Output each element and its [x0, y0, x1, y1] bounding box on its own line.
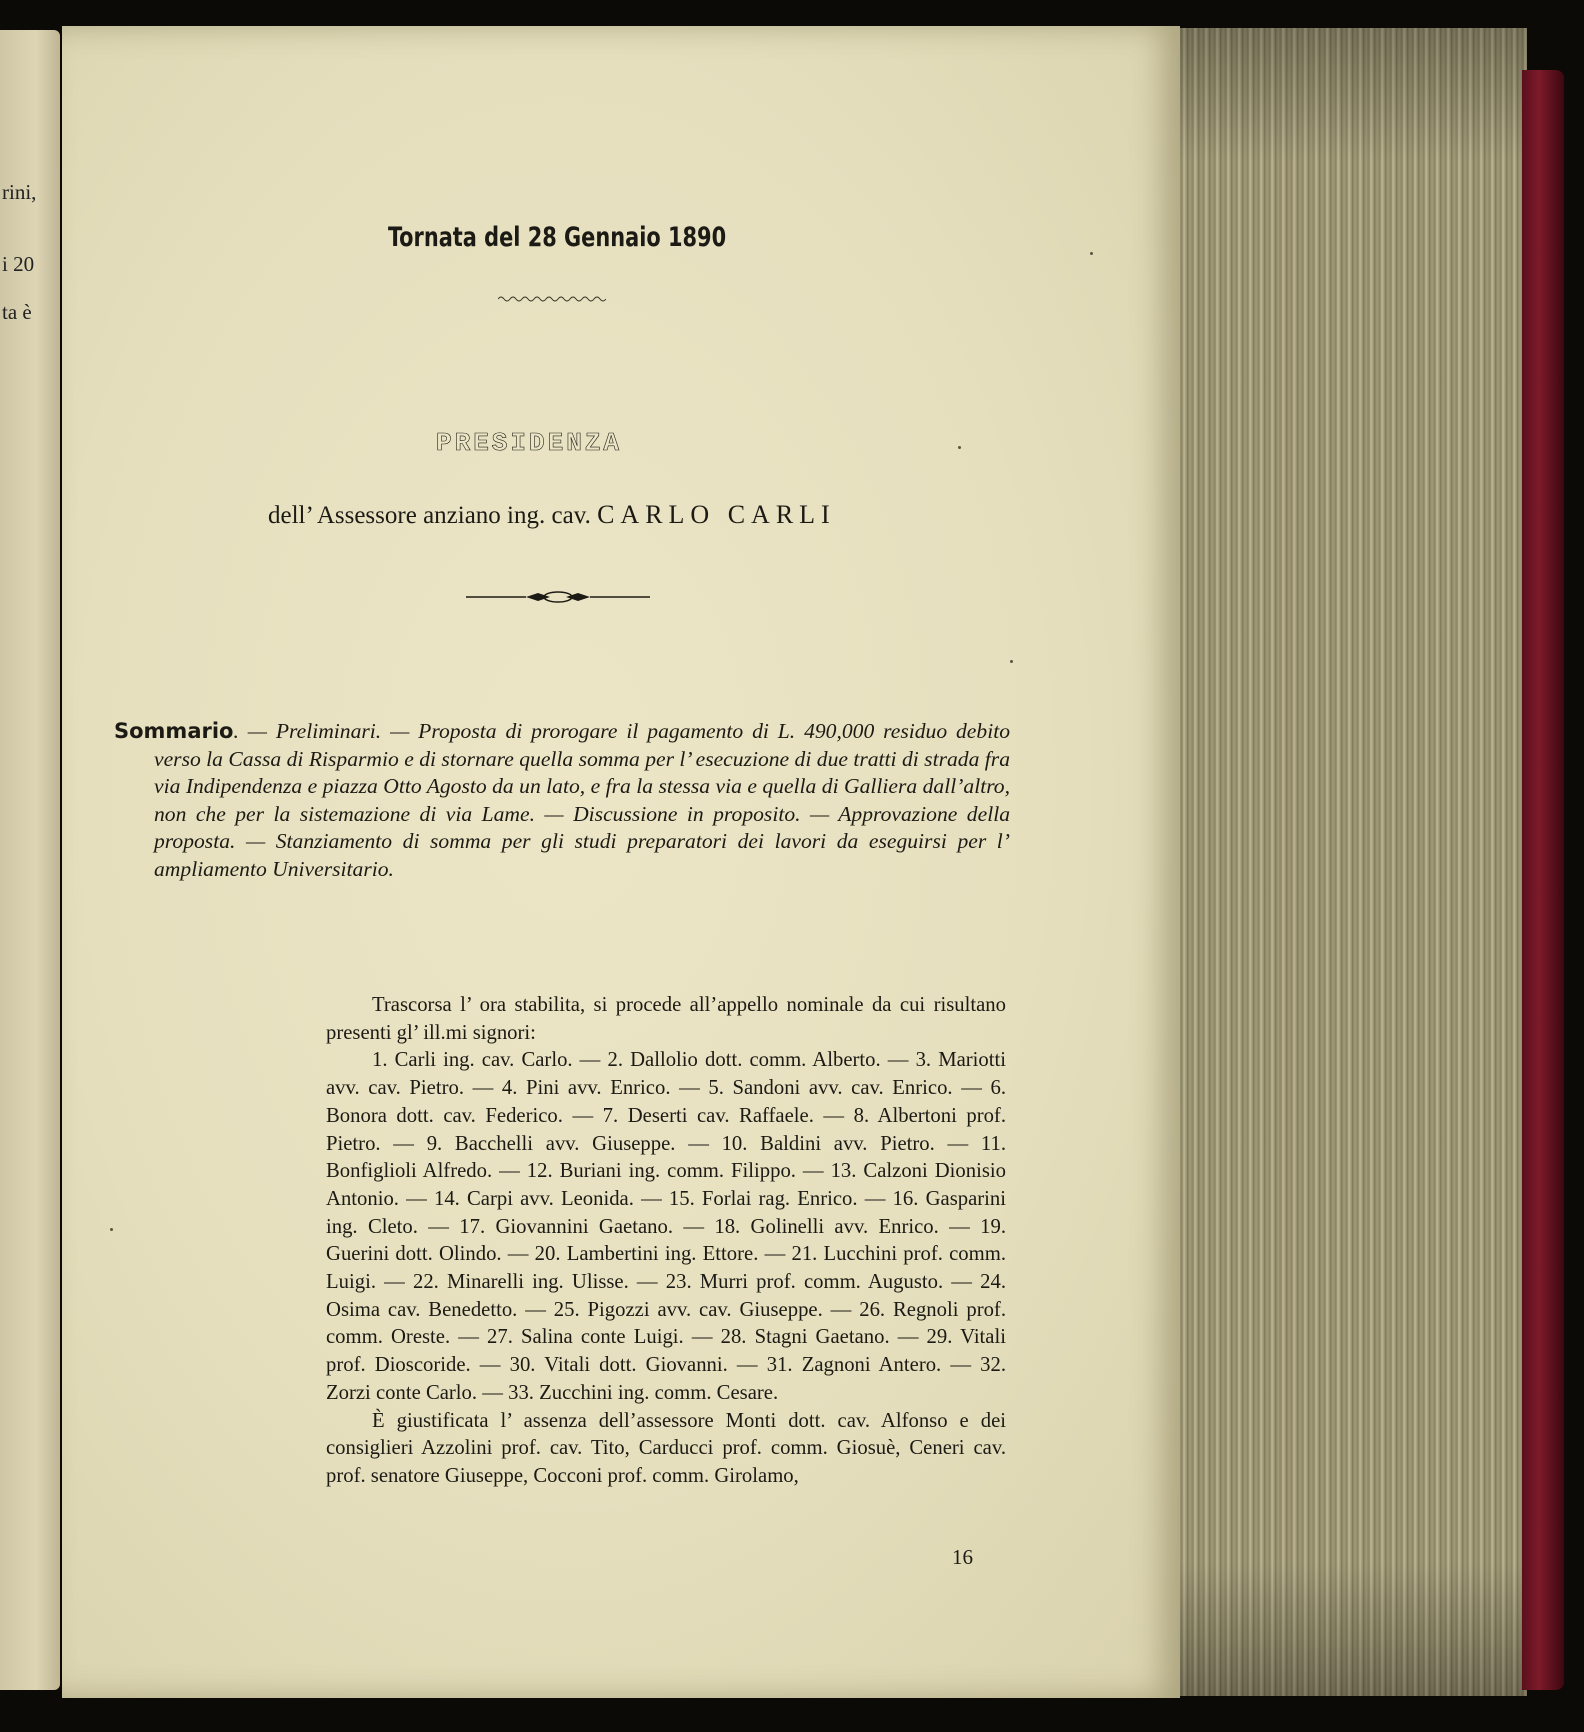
- assessore-line: [268, 500, 836, 530]
- main-text: [326, 992, 1006, 1491]
- speck: [1090, 252, 1093, 255]
- presidenza-heading: PRESIDENZA: [436, 428, 623, 458]
- speck: [958, 446, 961, 449]
- speck: [1010, 660, 1013, 663]
- previous-page-edge: [0, 30, 60, 1690]
- ornament-divider: [466, 588, 650, 606]
- paragraph: Trascorsa l’ ora stabilita, si procede all’appello nominale da cui risultano presenti gl’ ill.mi signori:: [326, 994, 1006, 1044]
- fragment-text: ta è: [2, 300, 32, 324]
- fragment-text: rini,: [2, 180, 37, 204]
- wave-divider: [498, 294, 606, 304]
- page-title: Tornata del 28 Gennaio 1890: [388, 222, 727, 253]
- summary-text: . — Preliminari. — Proposta di prorogare il pagamento di L. 490,000 residuo debito verso la Cassa di Risparmio e di stornare quella somma per l’ esecuzione di due tratti di strada fra via Indipendenza e piazza Otto Agosto da un lato, e fra la stessa via e quella di Galliera dall’altro, non che per la sistemazione di via Lame. — Discussione in proposito. — Approvazione della proposta. — Stanziamento di somma per gli studi preparatori dei lavori da eseguirsi per l’ ampliamento Universitario.: [154, 719, 1010, 881]
- attendance-list: 1. Carli ing. cav. Carlo. — 2. Dallolio dott. comm. Alberto. — 3. Mariotti avv. cav. Pietro. — 4. Pini avv. Enrico. — 5. Sandoni avv. cav. Enrico. — 6. Bonora dott. cav. Federico. — 7. Deserti cav. Raffaele. — 8. Albertoni prof. Pietro. — 9. Bacchelli avv. Giuseppe. — 10. Baldini avv. Pietro. — 11. Bonfiglioli Alfredo. — 12. Buriani ing. comm. Filippo. — 13. Calzoni Dionisio Antonio. — 14. Carpi avv. Leonida. — 15. Forlai rag. Enrico. — 16. Gasparini ing. Cleto. — 17. Giovannini Gaetano. — 18. Golinelli avv. Enrico. — 19. Guerini dott. Olindo. — 20. Lambertini ing. Ettore. — 21. Lucchini prof. comm. Luigi. — 22. Minarelli ing. Ulisse. — 23. Murri prof. comm. Augusto. — 24. Osima cav. Benedetto. — 25. Pigozzi avv. cav. Giuseppe. — 26. Regnoli prof. comm. Oreste. — 27. Salina conte Luigi. — 28. Stagni Gaetano. — 29. Vitali prof. Dioscoride. — 30. Vitali dott. Giovanni. — 31. Zagnoni Antero. — 32. Zorzi conte Carlo. — 33. Zucchini ing. comm. Cesare.: [326, 1049, 1006, 1404]
- page-block-edges: [1162, 28, 1527, 1696]
- summary-label: Sommario: [114, 719, 234, 743]
- paragraph: È giustificata l’ assenza dell’assessore Monti dott. cav. Alfonso e dei consiglieri Azzolini prof. cav. Tito, Carducci prof. comm. Giosuè, Ceneri cav. prof. senatore Giuseppe, Cocconi prof. comm. Girolamo,: [326, 1409, 1006, 1487]
- fragment-text: i 20: [2, 252, 35, 276]
- assessore-prefix: dell’ Assessore anziano ing. cav.: [268, 502, 591, 529]
- page-number: 16: [952, 1545, 973, 1569]
- assessore-name: CARLO CARLI: [597, 500, 836, 529]
- book-cover-edge: [1522, 70, 1564, 1690]
- speck: [110, 1228, 113, 1231]
- summary-block: [114, 718, 1010, 883]
